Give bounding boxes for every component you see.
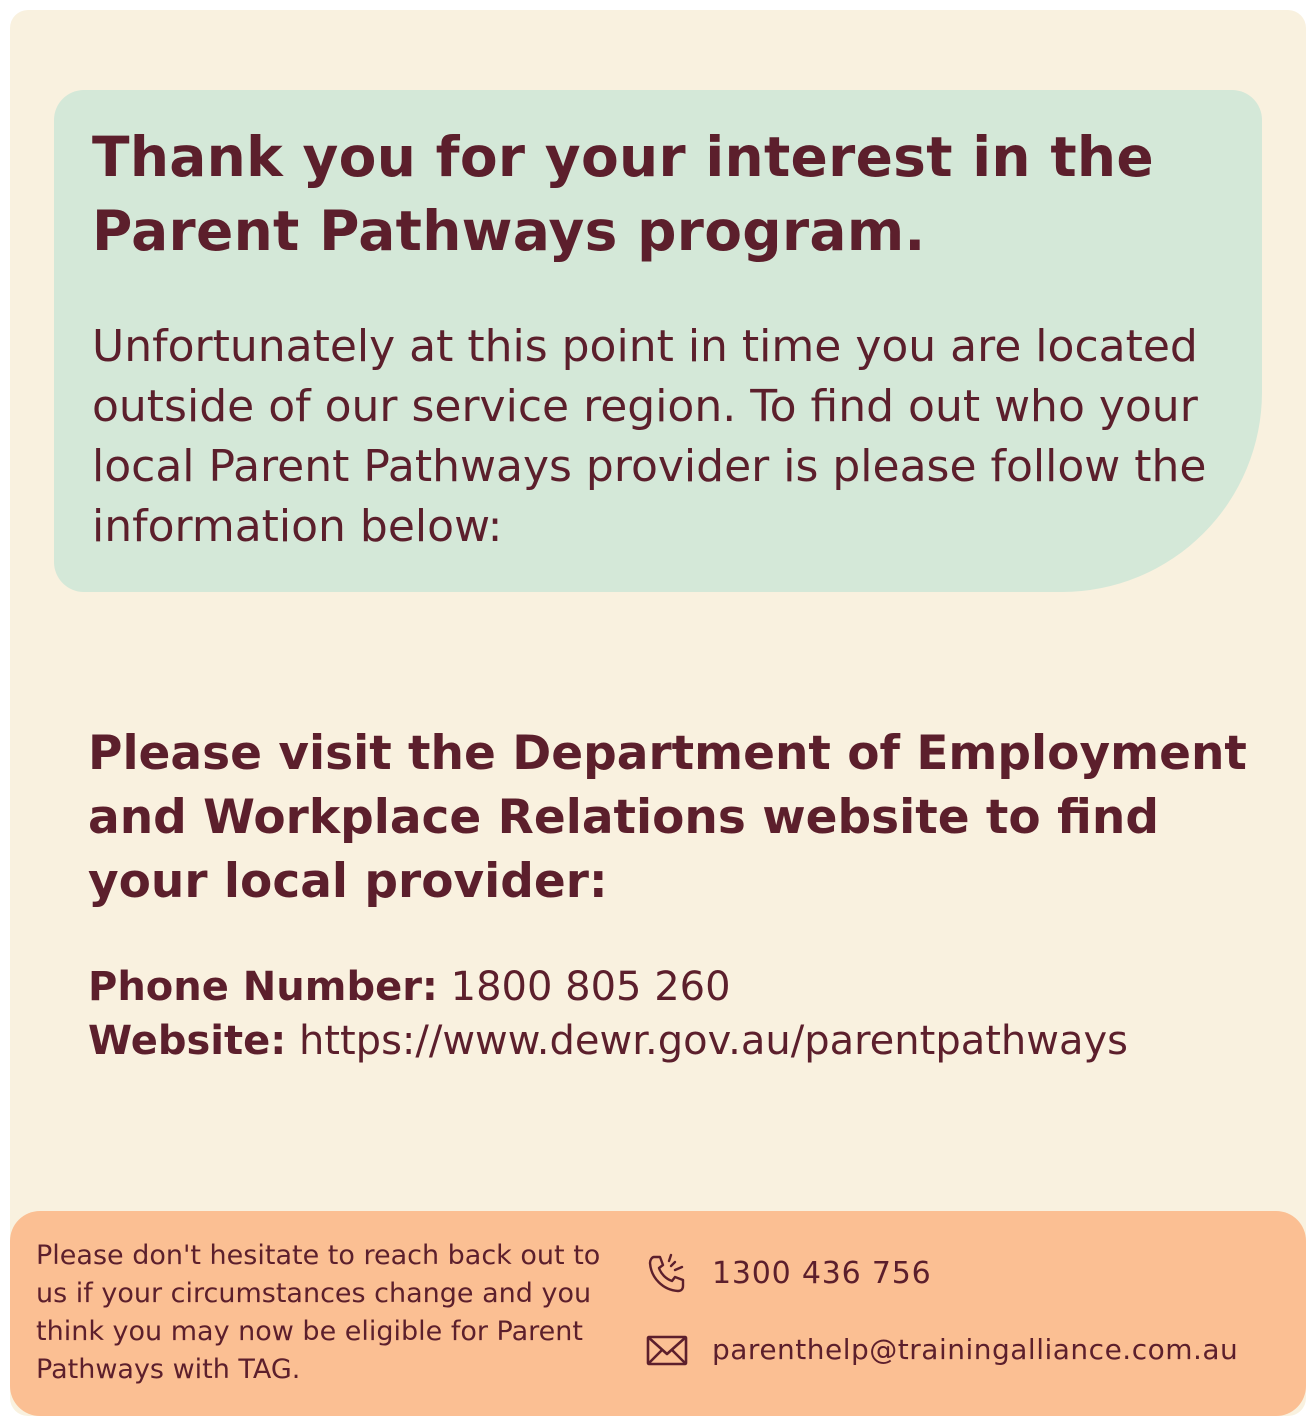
provider-website-label: Website: [88, 1018, 287, 1064]
provider-phone-line [88, 960, 1288, 1014]
footer-email-address[interactable]: parenthelp@trainingalliance.com.au [712, 1333, 1239, 1366]
footer-email[interactable] [644, 1327, 1238, 1373]
intro-card [54, 90, 1262, 592]
provider-contact [88, 960, 1288, 1068]
intro-body: Unfortunately at this point in time you are located outside of our service region. To find out who your local Parent Pathways provider is please follow the information below: [92, 321, 1207, 552]
intro-title: Thank you for your interest in the Parent Pathways program. [92, 125, 1154, 263]
footer-note: Please don't hesitate to reach back out to us if your circumstances change and you think you may now be eligible for Parent Pathways with TAG. [36, 1240, 601, 1385]
footer-phone[interactable] [644, 1251, 932, 1297]
footer-phone-number[interactable]: 1300 436 756 [712, 1256, 932, 1291]
mail-icon [644, 1327, 690, 1373]
page [10, 10, 1306, 1416]
provider-phone-label: Phone Number: [88, 964, 438, 1010]
visit-heading: Please visit the Department of Employment and Workplace Relations website to find your local provider: [88, 726, 1247, 909]
provider-phone-number[interactable]: 1800 805 260 [450, 964, 731, 1010]
provider-website-link[interactable]: https://www.dewr.gov.au/parentpathways [298, 1018, 1128, 1064]
footer-contact-bar [10, 1211, 1306, 1416]
provider-website-line [88, 1014, 1288, 1068]
phone-icon [644, 1251, 690, 1297]
